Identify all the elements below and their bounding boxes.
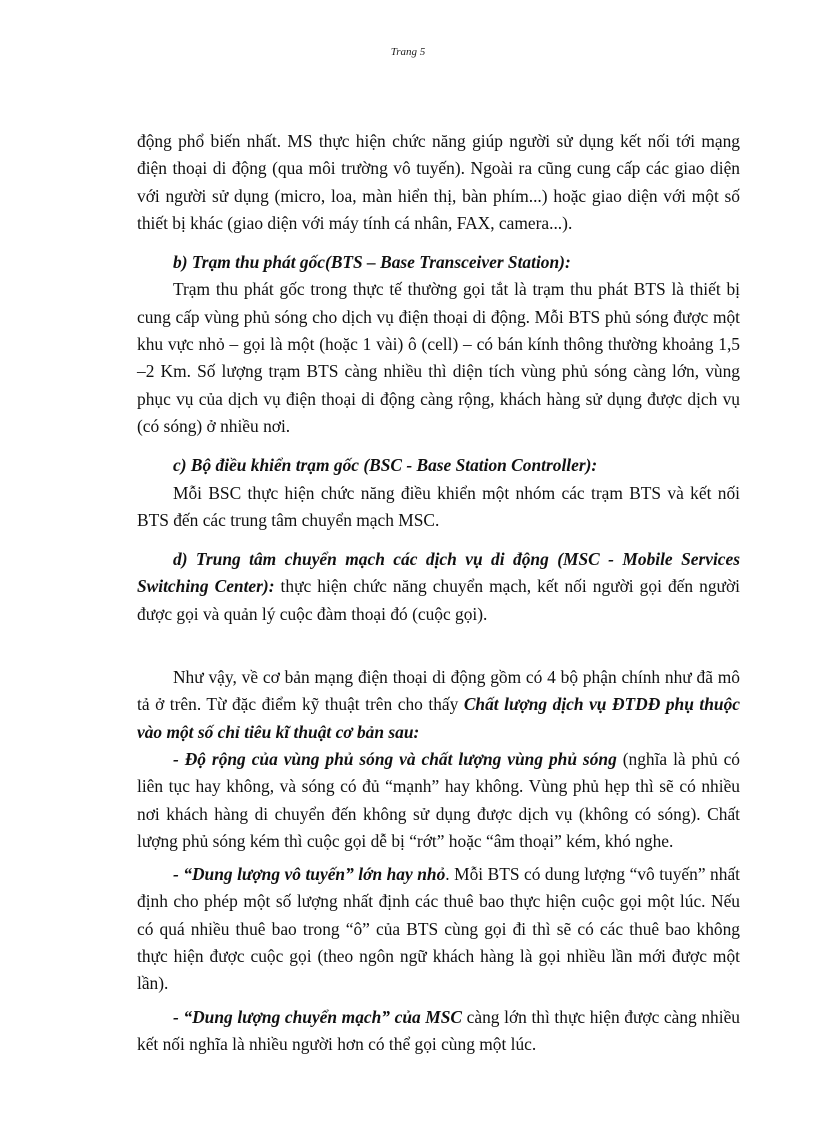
msc-text: thực hiện chức năng chuyển mạch, kết nối người gọi đến người được gọi và quản lý cuộc đàm thoại đó (cuộc gọi). <box>137 576 740 624</box>
heading-msc: d) Trung tâm chuyển mạch các dịch vụ di động (MSC - Mobile Services Switching Center): <box>137 549 740 597</box>
criterion-switching-capacity <box>137 1004 740 1059</box>
paragraph-msc <box>137 546 740 628</box>
paragraph-bsc: Mỗi BSC thực hiện chức năng điều khiển một nhóm các trạm BTS và kết nối BTS đến các trung tâm chuyển mạch MSC. <box>137 482 740 530</box>
document-body <box>137 128 740 1058</box>
criterion-switching-capacity-lead: - “Dung lượng chuyển mạch” của MSC <box>173 1006 463 1027</box>
paragraph-bts: Trạm thu phát gốc trong thực tế thường gọi tắt là trạm thu phát BTS là thiết bị cung cấp vùng phủ sóng cho dịch vụ điện thoại di động. Mỗi BTS phủ sóng được một khu vực nhỏ – gọi là một (hoặc 1 vài) ô (cell) – có bán kính thông thường khoảng 1,5 –2 Km. Số lượng trạm BTS càng nhiều thì diện tích vùng phủ sóng càng lớn, vùng phục vụ của dịch vụ điện thoại di động càng rộng, khách hàng sử dụng được dịch vụ (có sóng) ở nhiều nơi. <box>137 279 740 436</box>
summary-emphasis: Chất lượng dịch vụ ĐTDĐ phụ thuộc vào một số chỉ tiêu kĩ thuật cơ bản sau: <box>137 694 740 742</box>
page-header: Trang 5 <box>390 46 426 58</box>
criterion-radio-capacity <box>137 861 740 997</box>
heading-bsc: c) Bộ điều khiển trạm gốc (BSC - Base Station Controller): <box>173 455 598 476</box>
paragraph-ms-continued: động phổ biến nhất. MS thực hiện chức năng giúp người sử dụng kết nối tới mạng điện thoại di động (qua môi trường vô tuyến). Ngoài ra cũng cung cấp các giao diện với người sử dụng (micro, loa, màn hiển thị, bàn phím...) hoặc giao diện với một số thiết bị khác (giao diện với máy tính cá nhân, FAX, camera...). <box>137 131 740 233</box>
heading-bts: b) Trạm thu phát gốc(BTS – Base Transceiver Station): <box>173 252 571 273</box>
summary-text: Như vậy, về cơ bản mạng điện thoại di động gồm có 4 bộ phận chính như đã mô tả ở trên. Từ đặc điểm kỹ thuật trên cho thấy <box>137 667 740 715</box>
criterion-switching-capacity-text: càng lớn thì thực hiện được càng nhiều kết nối nghĩa là nhiều người hơn có thể gọi cùng một lúc. <box>137 1006 741 1054</box>
criterion-coverage <box>137 746 740 855</box>
paragraph-summary <box>137 664 740 746</box>
criterion-radio-capacity-text: . Mỗi BTS có dung lượng “vô tuyến” nhất định cho phép một số lượng nhất định các thuê bao thực hiện cuộc gọi một lúc. Nếu có quá nhiều thuê bao trong “ô” của BTS cùng gọi đi thì sẽ có các thuê bao không thực hiện được cuộc gọi (theo ngôn ngữ khách hàng là gọi nhiều lần mới được một lần). <box>137 864 740 994</box>
criterion-radio-capacity-lead: - “Dung lượng vô tuyến” lớn hay nhỏ <box>173 864 446 885</box>
criterion-coverage-text: (nghĩa là phủ có liên tục hay không, và sóng có đủ “mạnh” hay không. Vùng phủ hẹp thì sẽ có nhiều nơi khách hàng di chuyển đến không sử dụng được dịch vụ (không có sóng). Chất lượng phủ sóng kém thì cuộc gọi dễ bị “rớt” hoặc “âm thoại” kém, khó nghe. <box>137 748 740 851</box>
criterion-coverage-lead: - Độ rộng của vùng phủ sóng và chất lượng vùng phủ sóng <box>173 748 617 769</box>
